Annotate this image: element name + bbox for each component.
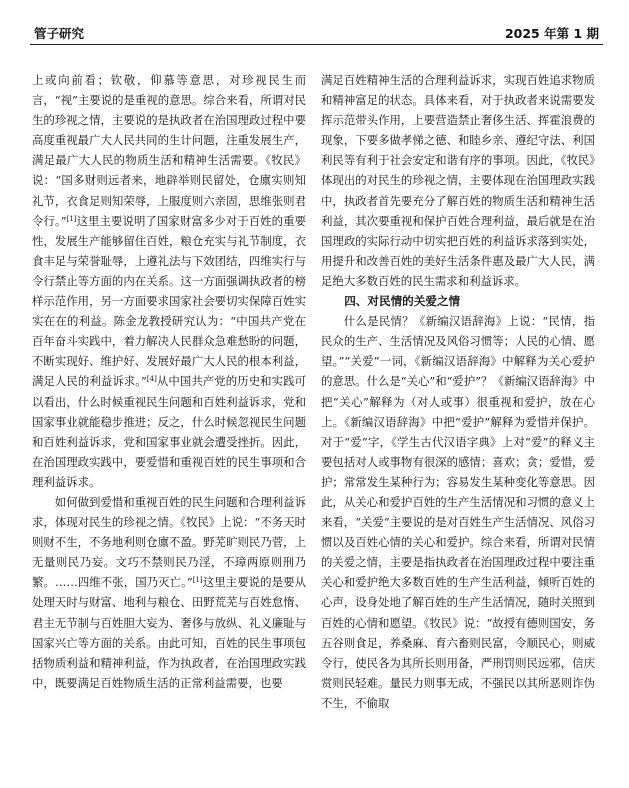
paragraph — [32, 70, 306, 492]
text-run: 上或向前看；钦敬，仰慕等意思，对珍视民生而言，“视”主要说的是重视的意思。综合来看，所谓对民生的珍视之情，主要说的是执政者在治国理政过程中要高度重视最广大人民共同的生计问题，注重发展生产，满足最广大人民的物质生活和精神生活需要。《牧民》说：“国多财则远者来，地辟举则民留处，仓廪实则知礼节，衣食足则知荣辱，上服度则六亲固，思维张则君令行。” — [32, 73, 306, 228]
text-run: 四、对民情的关爱之情 — [344, 294, 461, 309]
paragraph — [321, 311, 595, 713]
text-run: 这里主要说明了国家财富多少对于百姓的重要性，发展生产能够留住百姓，粮仓充实与礼节制度，衣食丰足与荣誉耻辱，上遵礼法与下效团结，四维实行与令行禁止等方面的内在关系。这一方面强调执政者的榜样示范作用，另一方面要求国家社会要切实保障百姓实实在在的利益。陈金龙教授研究认为：“中国共产党在百年奋斗实践中，着力解决人民群众急难愁盼的问题，不断实现好、维护好、发展好最广大人民的根本利益，满足人民的利益诉求。” — [32, 213, 306, 389]
citation-ref: [1] — [192, 576, 203, 585]
paragraph — [32, 492, 306, 693]
left-text-column — [32, 70, 306, 782]
right-text-column — [321, 70, 595, 782]
text-run: 如何做到爱惜和重视百姓的民生问题和合理利益诉求，体现对民生的珍视之情。《牧民》上说：“不务天时则财不生，不务地利则仓廪不盈。野芜旷则民乃菅，上无量则民乃妄。文巧不禁则民乃淫，不璋两原则刑乃繁。……四维不张，国乃灭亡。” — [32, 494, 306, 590]
paragraph — [321, 70, 595, 291]
citation-ref: [4] — [146, 375, 157, 384]
issue-label: 2025 年第 1 期 — [504, 26, 599, 41]
text-run: 从中国共产党的历史和实践可以看出，什么时候重视民生问题和百姓利益诉求，党和国家事业就能稳步推进；反之，什么时候忽视民生问题和百姓利益诉求，党和国家事业就会遭受挫折。因此，在治国理政实践中，要爱惜和重视百姓的民生事项和合理利益诉求。 — [32, 374, 306, 489]
text-run: 这里主要说的是要从处理天时与财富、地利与粮仓、田野荒芜与百姓怠惰、君主无节制与百姓胆大妄为、奢侈与放纵、礼义廉耻与国家兴亡等方面的关系。由此可知，百姓的民生事项包括物质利益和精神利益，作为执政者，在治国理政实践中，既要满足百姓物质生活的正常利益需要，也要 — [32, 575, 306, 690]
text-run: 什么是民情？《新编汉语辞海》上说：“民情，指民众的生产、生活情况及风俗习惯等；人民的心情、愿望。”“关爱”一词，《新编汉语辞海》中解释为关心爱护的意思。什么是“关心”和“爱护”？《新编汉语辞海》中把“关心”解释为（对人或事）很重视和爱护，放在心上。《新编汉语辞海》中把“爱护”解释为爱惜并保护。对于“爱”字，《学生古代汉语字典》上对“爱”的释义主要包括对人或事物有很深的感情；喜欢；贪；爱惜，爱护；常常发生某种行为；容易发生某种变化等意思。因此，从关心和爱护百姓的生产生活情况和习惯的意义上来看，“关爱”主要说的是对百姓生产生活情况、风俗习惯以及百姓心情的关心和爱护。综合来看，所谓对民情的关爱之情，主要是指执政者在治国理政过程中要注重关心和爱护绝大多数百姓的生产生活利益，倾听百姓的心声，设身处地了解百姓的生产生活情况，随时关照到百姓的心情和愿望。《牧民》说：“故授有德则国安，务五谷则食足，养桑麻、育六畜则民富，令顺民心，则威令行，使民各为其所长则用备，严刑罚则民远邪，信庆赏则民轻难。量民力则事无成，不强民以其所恶则诈伪不生，不偷取 — [321, 314, 595, 710]
section-heading — [321, 291, 595, 311]
text-run: 满足百姓精神生活的合理利益诉求，实现百姓追求物质和精神富足的状态。具体来看，对于执政者来说需要发挥示范带头作用，上要营造禁止奢侈生活、挥霍浪费的现象，下要多做孝悌之德、和睦乡亲、遵纪守法、利国利民等有利于社会安定和谐有序的事项。因此，《牧民》体现出的对民生的珍视之情，主要体现在治国理政实践中，执政者首先要充分了解百姓的物质生活和精神生活利益，其次要重视和保护百姓合理利益，最后就是在治国理政的实际行动中切实把百姓的利益诉求落到实处，用提升和改善百姓的美好生活条件惠及最广大人民，满足绝大多数百姓的民生需求和利益诉求。 — [321, 73, 595, 288]
citation-ref: [1] — [66, 214, 77, 223]
running-header — [30, 22, 603, 45]
journal-name: 管子研究 — [34, 26, 85, 41]
